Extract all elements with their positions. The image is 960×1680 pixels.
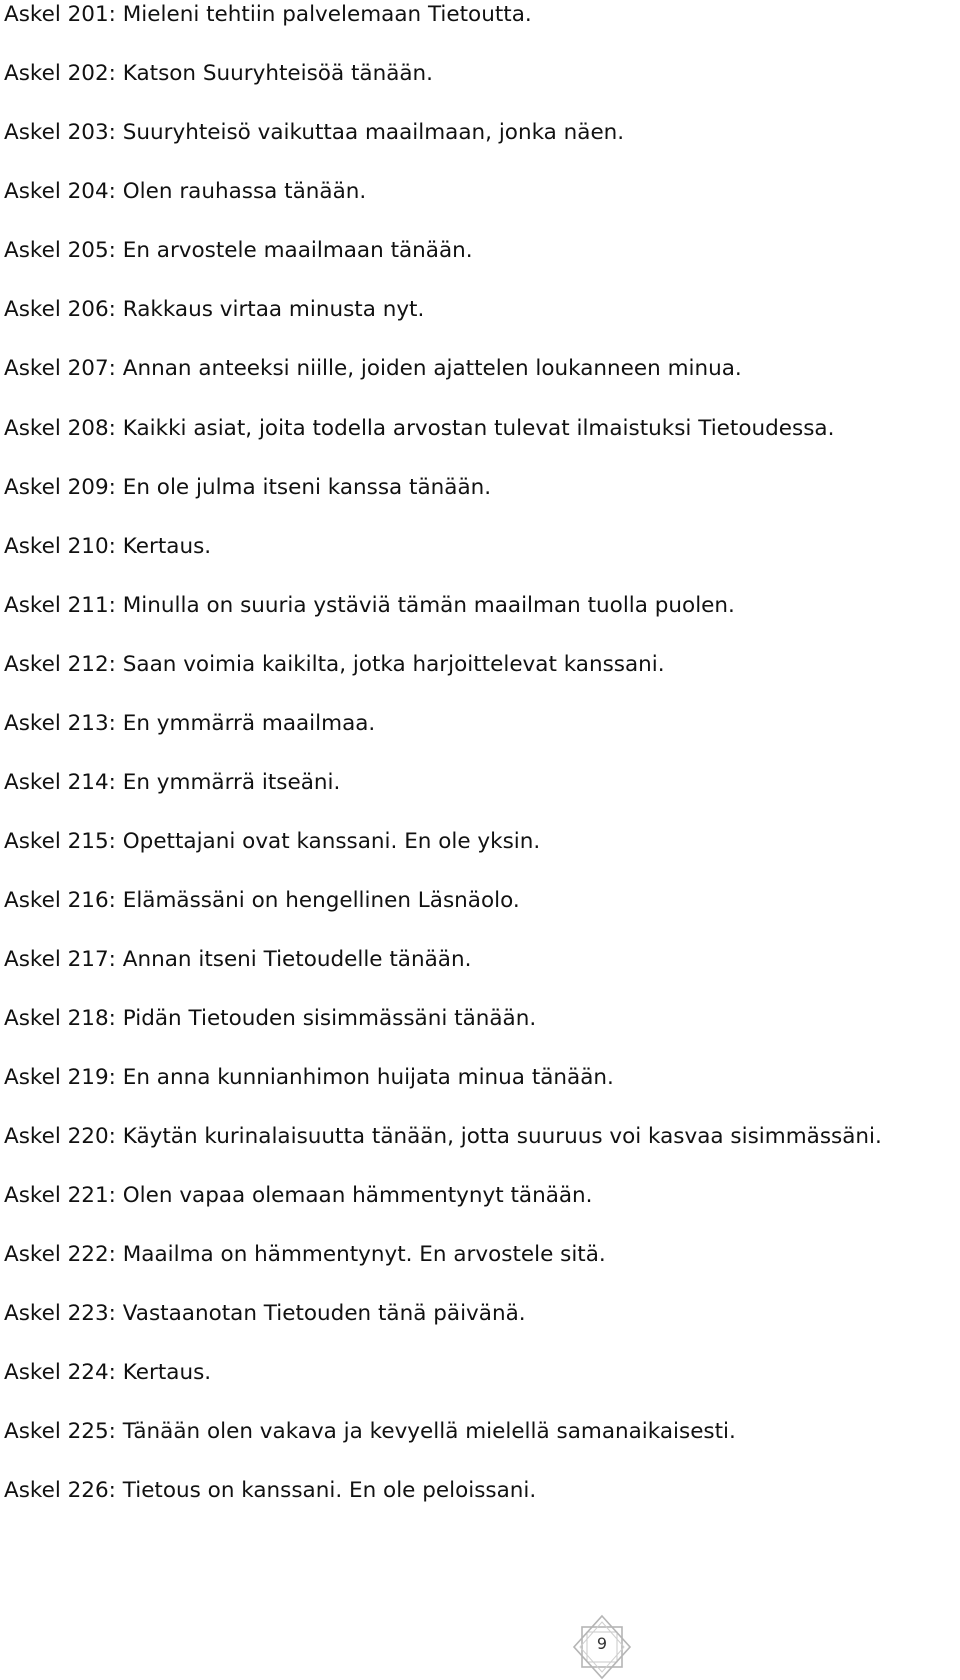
step-item: Askel 208: Kaikki asiat, joita todella arvostan tulevat ilmaistuksi Tietoudessa. [4, 416, 835, 441]
step-item: Askel 226: Tietous on kanssani. En ole peloissani. [4, 1478, 537, 1503]
step-item: Askel 210: Kertaus. [4, 534, 212, 559]
step-item: Askel 221: Olen vapaa olemaan hämmentynyt tänään. [4, 1183, 593, 1208]
step-item: Askel 203: Suuryhteisö vaikuttaa maailmaan, jonka näen. [4, 120, 625, 145]
step-item: Askel 222: Maailma on hämmentynyt. En arvostele sitä. [4, 1242, 606, 1267]
step-item: Askel 213: En ymmärrä maailmaa. [4, 711, 376, 736]
step-item: Askel 215: Opettajani ovat kanssani. En ole yksin. [4, 829, 541, 854]
step-item: Askel 217: Annan itseni Tietoudelle tänään. [4, 947, 472, 972]
step-item: Askel 223: Vastaanotan Tietouden tänä päivänä. [4, 1301, 526, 1326]
step-item: Askel 224: Kertaus. [4, 1360, 212, 1385]
step-item: Askel 204: Olen rauhassa tänään. [4, 179, 367, 204]
step-item: Askel 205: En arvostele maailmaan tänään. [4, 238, 473, 263]
step-item: Askel 201: Mieleni tehtiin palvelemaan Tietoutta. [4, 2, 532, 27]
page-footer [568, 1614, 636, 1680]
step-item: Askel 216: Elämässäni on hengellinen Läsnäolo. [4, 888, 520, 913]
step-item: Askel 214: En ymmärrä itseäni. [4, 770, 341, 795]
step-item: Askel 219: En anna kunnianhimon huijata minua tänään. [4, 1065, 614, 1090]
step-item: Askel 211: Minulla on suuria ystäviä tämän maailman tuolla puolen. [4, 593, 735, 618]
step-item: Askel 207: Annan anteeksi niille, joiden ajattelen loukanneen minua. [4, 356, 742, 381]
step-item: Askel 218: Pidän Tietouden sisimmässäni tänään. [4, 1006, 537, 1031]
step-item: Askel 220: Käytän kurinalaisuutta tänään, jotta suuruus voi kasvaa sisimmässäni. [4, 1124, 882, 1149]
step-item: Askel 206: Rakkaus virtaa minusta nyt. [4, 297, 425, 322]
step-item: Askel 225: Tänään olen vakava ja kevyellä mielellä samanaikaisesti. [4, 1419, 736, 1444]
page-number: 9 [596, 1634, 608, 1653]
step-item: Askel 209: En ole julma itseni kanssa tänään. [4, 475, 492, 500]
step-item: Askel 202: Katson Suuryhteisöä tänään. [4, 61, 434, 86]
step-item: Askel 212: Saan voimia kaikilta, jotka harjoittelevat kanssani. [4, 652, 665, 677]
